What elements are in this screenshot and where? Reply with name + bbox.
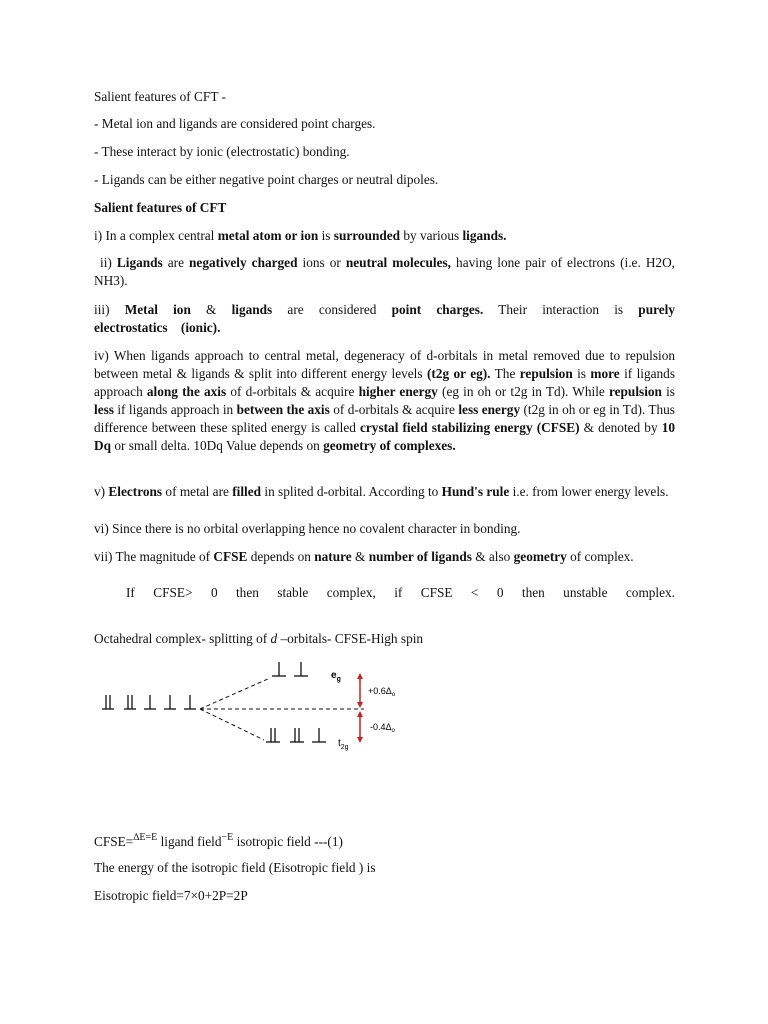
point-7: vii) The magnitude of CFSE depends on nature & number of ligands & also geometry of complex.: [94, 549, 634, 564]
bold-heading: Salient features of CFT: [94, 200, 227, 215]
eg-label: $e_g$: [331, 670, 341, 683]
eg-orbitals: [272, 662, 308, 676]
point-1: i) In a complex central metal atom or ion is surrounded by various ligands.: [94, 228, 507, 243]
plus-0.6-delta-label: $+0.6\Delta_o$: [368, 686, 396, 698]
energy-isotropic-text: The energy of the isotropic field (Eisotropic field ) is: [94, 860, 376, 875]
degenerate-d-orbitals: [102, 695, 196, 709]
t2g-orbitals: [266, 728, 326, 742]
energy-arrows: [357, 673, 363, 743]
t2g-label: $t_{2g}$: [338, 738, 349, 751]
eisotropic-equation: Eisotropic field=7×0+2P=2P: [94, 888, 248, 903]
bullet-point: - Metal ion and ligands are considered point charges.: [94, 116, 376, 131]
point-3: iii) Metal ion & ligands are considered point charges. Their interaction is purely electrostatics (ionic).: [94, 302, 675, 335]
octahedral-title: Octahedral complex- splitting of d –orbitals- CFSE-High spin: [94, 631, 424, 646]
point-5: v) Electrons of metal are filled in splited d-orbital. According to Hund's rule i.e. from lower energy levels.: [94, 484, 669, 499]
point-2: ii) Ligands are negatively charged ions or neutral molecules, having lone pair of electrons (i.e. H2O, NH3).: [94, 255, 675, 288]
bullet-point: - These interact by ionic (electrostatic) bonding.: [94, 144, 350, 159]
minus-0.4-delta-label: $-0.4\Delta_o$: [370, 722, 395, 734]
bullet-point: - Ligands can be either negative point charges or neutral dipoles.: [94, 172, 439, 187]
cfse-stability-note: If CFSE> 0 then stable complex, if CFSE < 0 then unstable complex.: [126, 585, 675, 600]
octahedral-splitting-diagram: [94, 652, 410, 760]
splitting-lines: [200, 678, 364, 740]
section-heading: Salient features of CFT -: [94, 89, 226, 104]
point-6: vi) Since there is no orbital overlapping hence no covalent character in bonding.: [94, 521, 521, 536]
cfse-equation: CFSE=$^{\Delta E=E}$ ligand field$^{-E}$ isotropic field ---(1): [94, 832, 343, 849]
point-4: iv) When ligands approach to central metal, degeneracy of d-orbitals in metal removed due to repulsion between metal & ligands & split into different energy levels (t2g or eg). The repulsion is more if ligands approach along the axis of d-orbitals & acquire higher energy (eg in oh or t2g in Td). While repulsion is less if ligands approach in between the axis of d-orbitals & acquire less energy (t2g in oh or eg in Td). Thus difference between these splited energy is called crystal field stabilizing energy (CFSE) & denoted by 10 Dq or small delta. 10Dq Value depends on geometry of complexes.: [94, 348, 675, 453]
